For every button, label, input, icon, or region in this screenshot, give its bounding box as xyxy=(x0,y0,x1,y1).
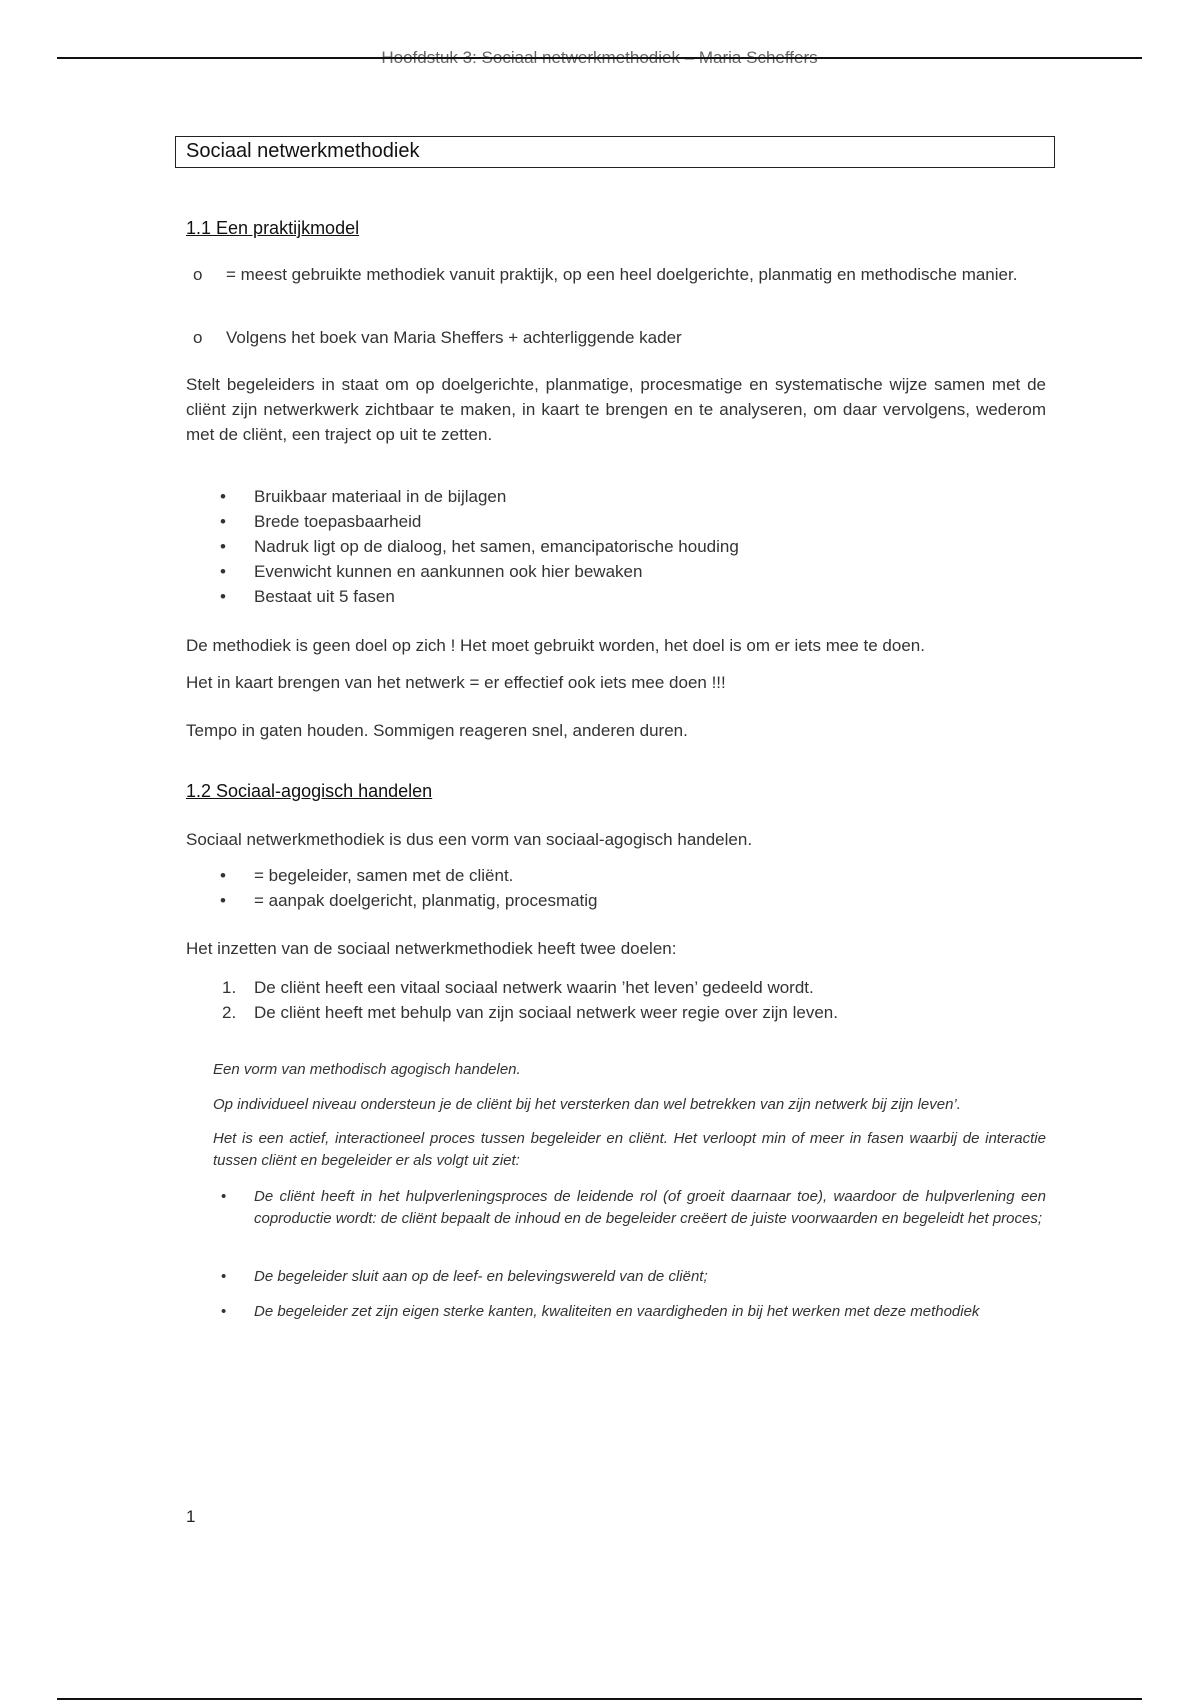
quote-list-item xyxy=(186,1266,1046,1288)
document-title: Sociaal netwerkmethodiek xyxy=(175,136,1055,168)
list-item-text: De cliënt heeft met behulp van zijn sociaal netwerk weer regie over zijn leven. xyxy=(254,1003,838,1022)
quote-list-item xyxy=(186,1301,1046,1323)
bullet-icon: • xyxy=(220,587,226,606)
paragraph: Tempo in gaten houden. Sommigen reageren snel, anderen duren. xyxy=(186,721,688,740)
bullet-icon: • xyxy=(221,1303,227,1320)
section-heading-1-2: 1.2 Sociaal-agogisch handelen xyxy=(186,781,433,801)
list-item-text: De cliënt heeft een vitaal sociaal netwerk waarin ’het leven’ gedeeld wordt. xyxy=(254,978,814,997)
paragraph: Het inzetten van de sociaal netwerkmethodiek heeft twee doelen: xyxy=(186,939,677,958)
paragraph: Het in kaart brengen van het netwerk = er effectief ook iets mee doen !!! xyxy=(186,673,726,692)
bullet-icon: • xyxy=(220,891,226,910)
numbered-list xyxy=(186,975,1046,1025)
circle-bullet-icon: o xyxy=(193,265,203,284)
section-heading-1-1: 1.1 Een praktijkmodel xyxy=(186,218,360,238)
list-item-text: Brede toepasbaarheid xyxy=(254,512,422,531)
list-item-text: Bruikbaar materiaal in de bijlagen xyxy=(254,487,507,506)
list-item xyxy=(186,534,1046,559)
list-item xyxy=(186,325,1046,350)
list-item xyxy=(186,863,1046,888)
list-item xyxy=(186,1000,1046,1025)
list-item xyxy=(186,975,1046,1000)
page-number: 1 xyxy=(186,1507,196,1526)
quote-list-item xyxy=(186,1186,1046,1230)
quote-paragraph: Het is een actief, interactioneel proces tussen begeleider en cliënt. Het verloopt min of meer in fasen waarbij de interactie tussen cliënt en begeleider er als volgt uit ziet: xyxy=(213,1130,1046,1169)
circle-bullet-icon: o xyxy=(193,328,203,347)
paragraph: De methodiek is geen doel op zich ! Het moet gebruikt worden, het doel is om er iets mee te doen. xyxy=(186,636,925,655)
list-number: 2. xyxy=(222,1003,237,1022)
bullet-list xyxy=(186,863,1046,913)
bullet-list xyxy=(186,484,1046,609)
list-item-text: De begeleider sluit aan op de leef- en belevingswereld van de cliënt; xyxy=(254,1268,708,1285)
bullet-icon: • xyxy=(220,512,226,531)
running-header: Hoofdstuk 3: Sociaal netwerkmethodiek – Maria Scheffers xyxy=(381,48,818,67)
quote-line: Een vorm van methodisch agogisch handelen. xyxy=(213,1061,521,1078)
bullet-icon: • xyxy=(220,487,226,506)
list-item-text: Nadruk ligt op de dialoog, het samen, emancipatorische houding xyxy=(254,537,739,556)
list-item xyxy=(186,484,1046,509)
bullet-icon: • xyxy=(220,866,226,885)
bullet-icon: • xyxy=(221,1188,227,1205)
list-number: 1. xyxy=(222,978,237,997)
list-item-text: = meest gebruikte methodiek vanuit praktijk, op een heel doelgerichte, planmatig en methodische manier. xyxy=(226,265,1018,284)
bullet-icon: • xyxy=(220,562,226,581)
list-item-text: Volgens het boek van Maria Sheffers + achterliggende kader xyxy=(226,328,682,347)
list-item xyxy=(186,584,1046,609)
paragraph: Sociaal netwerkmethodiek is dus een vorm van sociaal-agogisch handelen. xyxy=(186,830,753,849)
header-rule xyxy=(57,57,1142,59)
list-item-text: De cliënt heeft in het hulpverleningsproces de leidende rol (of groeit daarnaar toe), waardoor de hulpverlening een coproductie wordt: de cliënt bepaalt de inhoud en de begeleider creëert de juiste voorwaarden en begeleidt het proces; xyxy=(254,1188,1046,1227)
bullet-icon: • xyxy=(221,1268,227,1285)
bullet-icon: • xyxy=(220,537,226,556)
paragraph: Stelt begeleiders in staat om op doelgerichte, planmatige, procesmatige en systematische wijze samen met de cliënt zijn netwerkwerk zichtbaar te maken, in kaart te brengen en te analyseren, om daar vervolgens, wederom met de cliënt, een traject op uit te zetten. xyxy=(186,375,1046,444)
list-item xyxy=(186,262,1046,287)
list-item-text: = aanpak doelgericht, planmatig, procesmatig xyxy=(254,891,598,910)
list-item-text: De begeleider zet zijn eigen sterke kanten, kwaliteiten en vaardigheden in bij het werken met deze methodiek xyxy=(254,1303,980,1320)
list-item-text: Bestaat uit 5 fasen xyxy=(254,587,395,606)
list-item xyxy=(186,509,1046,534)
quote-line: Op individueel niveau ondersteun je de cliënt bij het versterken dan wel betrekken van zijn netwerk bij zijn leven’. xyxy=(213,1096,961,1113)
list-item xyxy=(186,888,1046,913)
list-item xyxy=(186,559,1046,584)
list-item-text: Evenwicht kunnen en aankunnen ook hier bewaken xyxy=(254,562,643,581)
list-item-text: = begeleider, samen met de cliënt. xyxy=(254,866,514,885)
